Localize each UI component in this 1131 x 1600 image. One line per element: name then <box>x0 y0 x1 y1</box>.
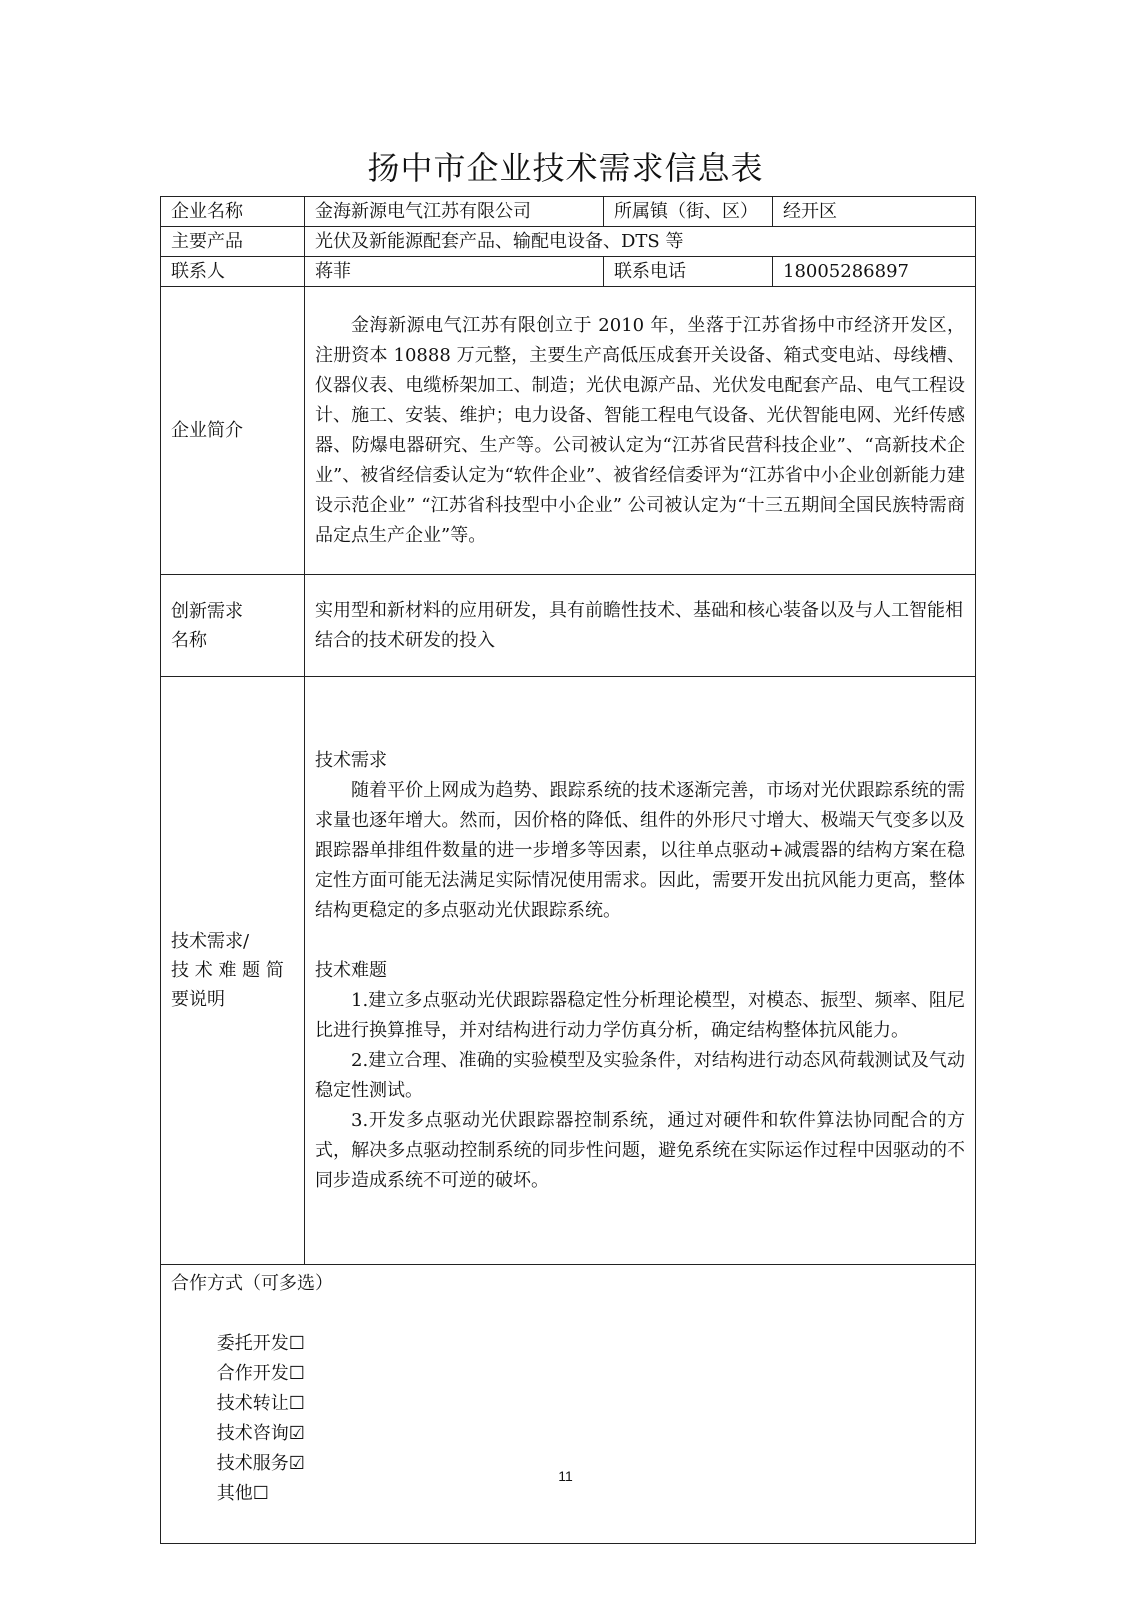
checkbox-icon[interactable]: ☐ <box>288 1363 305 1384</box>
label-phone: 联系电话 <box>604 257 773 287</box>
label-contact: 联系人 <box>161 257 305 287</box>
cooperation-option[interactable] <box>217 1333 305 1354</box>
option-label: 技术咨询 <box>216 1423 289 1444</box>
row-cooperation <box>161 1265 976 1544</box>
option-label: 其他 <box>216 1483 253 1504</box>
cooperation-label: 合作方式（可多选） <box>171 1273 333 1294</box>
checkbox-checked-icon[interactable]: ☑ <box>288 1423 305 1444</box>
label-innovation-line1: 创新需求 <box>171 600 243 622</box>
document-title: 扬中市企业技术需求信息表 <box>367 149 764 187</box>
option-label: 合作开发 <box>216 1363 289 1384</box>
label-tech-description <box>161 677 305 1265</box>
value-contact: 蒋菲 <box>305 257 604 287</box>
tech-problem-item: 1.建立多点驱动光伏跟踪器稳定性分析理论模型，对模态、振型、频率、阻尼比进行换算推导，并对结构进行动力学仿真分析，确定结构整体抗风能力。 <box>315 989 965 1041</box>
option-label: 技术服务 <box>216 1453 289 1474</box>
tech-problem-heading: 技术难题 <box>315 959 387 981</box>
row-tech-description <box>161 677 976 1265</box>
label-innovation-name <box>161 575 305 677</box>
label-town: 所属镇（街、区） <box>604 197 773 227</box>
value-town: 经开区 <box>773 197 976 227</box>
row-contact <box>161 257 976 287</box>
requirement-form-table <box>160 196 976 1544</box>
checkbox-checked-icon[interactable]: ☑ <box>288 1453 305 1474</box>
page-number: 11 <box>558 1468 573 1484</box>
row-innovation <box>161 575 976 677</box>
intro-text: 金海新源电气江苏有限创立于 2010 年，坐落于江苏省扬中市经济开发区，注册资本 10888 万元整，主要生产高低压成套开关设备、箱式变电站、母线槽、仪器仪表、电缆桥架加工、制造；光伏电源产品、光伏发电配套产品、电气工程设计、施工、安装、维护；电力设备、智能工程电气设备、光伏智能电网、光纤传感器、防爆电器研究、生产等。公司被认定为“江苏省民营科技企业”、“高新技术企业”、被省经信委认定为“软件企业”、被省经信委评为“江苏省中小企业创新能力建设示范企业” “江苏省科技型中小企业” 公司被认定为“十三五期间全国民族特需商品定点生产企业”等。 <box>315 314 965 546</box>
checkbox-icon[interactable]: ☐ <box>252 1483 269 1504</box>
tech-need-heading: 技术需求 <box>315 749 387 771</box>
cooperation-option[interactable] <box>217 1483 269 1504</box>
label-tech-line2: 技 术 难 题 简 <box>171 960 284 981</box>
tech-need-text: 随着平价上网成为趋势、跟踪系统的技术逐渐完善，市场对光伏跟踪系统的需求量也逐年增大。然而，因价格的降低、组件的外形尺寸增大、极端天气变多以及跟踪器单排组件数量的进一步增多等因素，以往单点驱动+减震器的结构方案在稳定性方面可能无法满足实际情况使用需求。因此，需要开发出抗风能力更高，整体结构更稳定的多点驱动光伏跟踪系统。 <box>315 779 965 921</box>
cooperation-option[interactable] <box>217 1363 305 1384</box>
value-company-name: 金海新源电气江苏有限公司 <box>305 197 604 227</box>
option-label: 委托开发 <box>216 1333 289 1354</box>
label-innovation-line2: 名称 <box>171 629 207 651</box>
label-tech-line3: 要说明 <box>171 989 225 1010</box>
value-main-products: 光伏及新能源配套产品、输配电设备、DTS 等 <box>305 227 976 257</box>
tech-problem-item: 2.建立合理、准确的实验模型及实验条件，对结构进行动态风荷载测试及气动稳定性测试。 <box>315 1049 965 1101</box>
label-tech-line1: 技术需求/ <box>171 931 250 952</box>
option-label: 技术转让 <box>216 1393 289 1414</box>
label-company-name: 企业名称 <box>161 197 305 227</box>
checkbox-icon[interactable]: ☐ <box>288 1393 305 1414</box>
row-intro <box>161 287 976 575</box>
row-company <box>161 197 976 227</box>
innovation-name-text: 实用型和新材料的应用研发，具有前瞻性技术、基础和核心装备以及与人工智能相结合的技术研发的投入 <box>315 599 963 651</box>
label-intro: 企业简介 <box>161 287 305 575</box>
tech-problem-item: 3.开发多点驱动光伏跟踪器控制系统，通过对硬件和软件算法协同配合的方式，解决多点驱动控制系统的同步性问题，避免系统在实际运作过程中因驱动的不同步造成系统不可逆的破坏。 <box>315 1109 965 1191</box>
cooperation-option[interactable] <box>217 1393 305 1414</box>
value-phone: 18005286897 <box>773 257 976 287</box>
cooperation-options <box>171 1299 965 1539</box>
label-main-products: 主要产品 <box>161 227 305 257</box>
checkbox-icon[interactable]: ☐ <box>288 1333 305 1354</box>
row-products <box>161 227 976 257</box>
cooperation-option[interactable] <box>217 1423 305 1444</box>
